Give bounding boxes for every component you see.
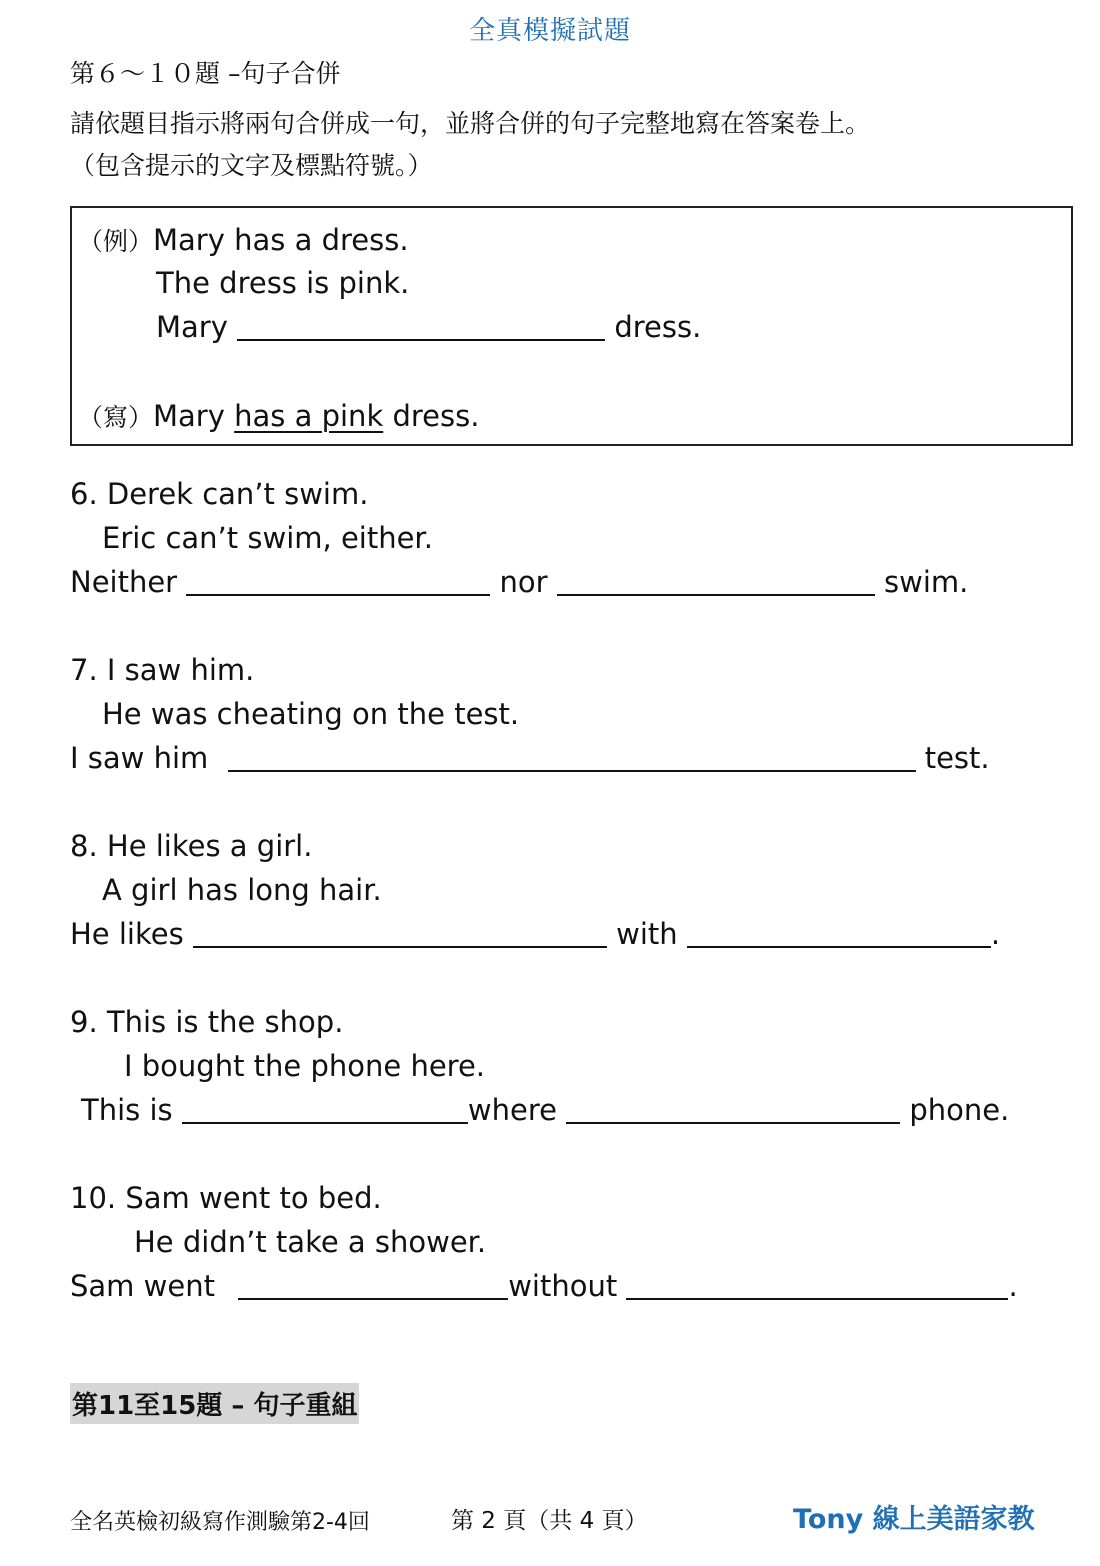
footer-brand: Tony 線上美語家教 <box>793 1504 1035 1535</box>
question-8-sentence-2: A girl has long hair. <box>102 873 382 907</box>
question-9-sentence-2: I bought the phone here. <box>124 1049 486 1083</box>
answer-blank[interactable] <box>186 568 490 596</box>
answer-blank[interactable] <box>626 1272 1008 1300</box>
example-sentence-2: The dress is pink. <box>156 266 410 300</box>
prompt-segment: where <box>467 1093 557 1127</box>
prompt-segment: Sam went <box>70 1269 215 1303</box>
example-sentence-1: Mary has a dress. <box>153 223 409 257</box>
answer-blank[interactable] <box>566 1096 900 1124</box>
prompt-segment: I saw him <box>70 741 209 775</box>
prompt-segment: with <box>616 917 678 951</box>
example-prompt-end: dress. <box>614 310 702 344</box>
instruction-line-2: （包含提示的文字及標點符號。） <box>70 151 433 180</box>
answer-blank <box>237 313 605 341</box>
example-answer <box>78 398 479 434</box>
write-label: （寫） <box>78 403 154 432</box>
prompt-segment: without <box>508 1269 618 1303</box>
prompt-segment: phone. <box>909 1093 1010 1127</box>
example-answer-end: dress. <box>392 399 480 433</box>
answer-blank[interactable] <box>238 1272 508 1300</box>
example-answer-underlined: has a pink <box>234 399 384 433</box>
prompt-segment: . <box>1008 1269 1018 1303</box>
instruction-line-1: 請依題目指示將兩句合併成一句，並將合併的句子完整地寫在答案卷上。 <box>70 109 871 138</box>
question-10-sentence-2: He didn’t take a shower. <box>134 1225 487 1259</box>
question-7-prompt <box>70 741 990 775</box>
footer-page-number: 第 2 頁（共 4 頁） <box>451 1508 648 1534</box>
question-6-sentence-2: Eric can’t swim, either. <box>102 521 433 555</box>
section-2-heading: 第11至15題 – 句子重組 <box>70 1383 359 1424</box>
prompt-segment: swim. <box>884 565 969 599</box>
answer-blank[interactable] <box>557 568 875 596</box>
question-7-sentence-2: He was cheating on the test. <box>102 697 520 731</box>
question-8-prompt <box>70 917 1000 951</box>
answer-blank[interactable] <box>687 920 991 948</box>
page-title: 全真模擬試題 <box>468 16 631 46</box>
prompt-segment: test. <box>924 741 990 775</box>
example-line-1 <box>78 222 409 258</box>
question-9-prompt <box>81 1093 1009 1127</box>
example-answer-start: Mary <box>153 399 225 433</box>
example-prompt <box>156 310 701 344</box>
answer-blank[interactable] <box>228 744 916 772</box>
prompt-segment: nor <box>499 565 548 599</box>
prompt-segment: He likes <box>70 917 184 951</box>
question-6-sentence-1: 6. Derek can’t swim. <box>70 477 369 511</box>
question-8-sentence-1: 8. He likes a girl. <box>70 829 313 863</box>
answer-blank[interactable] <box>182 1096 468 1124</box>
prompt-segment: . <box>990 917 1001 951</box>
example-label: （例） <box>78 227 154 256</box>
question-10-sentence-1: 10. Sam went to bed. <box>70 1181 382 1215</box>
answer-blank[interactable] <box>193 920 607 948</box>
section-heading: 第６～１０題 –句子合併 <box>70 59 341 88</box>
footer-exam-name: 全名英檢初級寫作測驗第2-4回 <box>70 1510 370 1535</box>
prompt-segment: Neither <box>70 565 178 599</box>
question-10-prompt <box>70 1269 1018 1303</box>
question-9-sentence-1: 9. This is the shop. <box>70 1005 344 1039</box>
example-prompt-start: Mary <box>156 310 228 344</box>
prompt-segment: This is <box>81 1093 173 1127</box>
question-7-sentence-1: 7. I saw him. <box>70 653 255 687</box>
question-6-prompt <box>70 565 968 599</box>
